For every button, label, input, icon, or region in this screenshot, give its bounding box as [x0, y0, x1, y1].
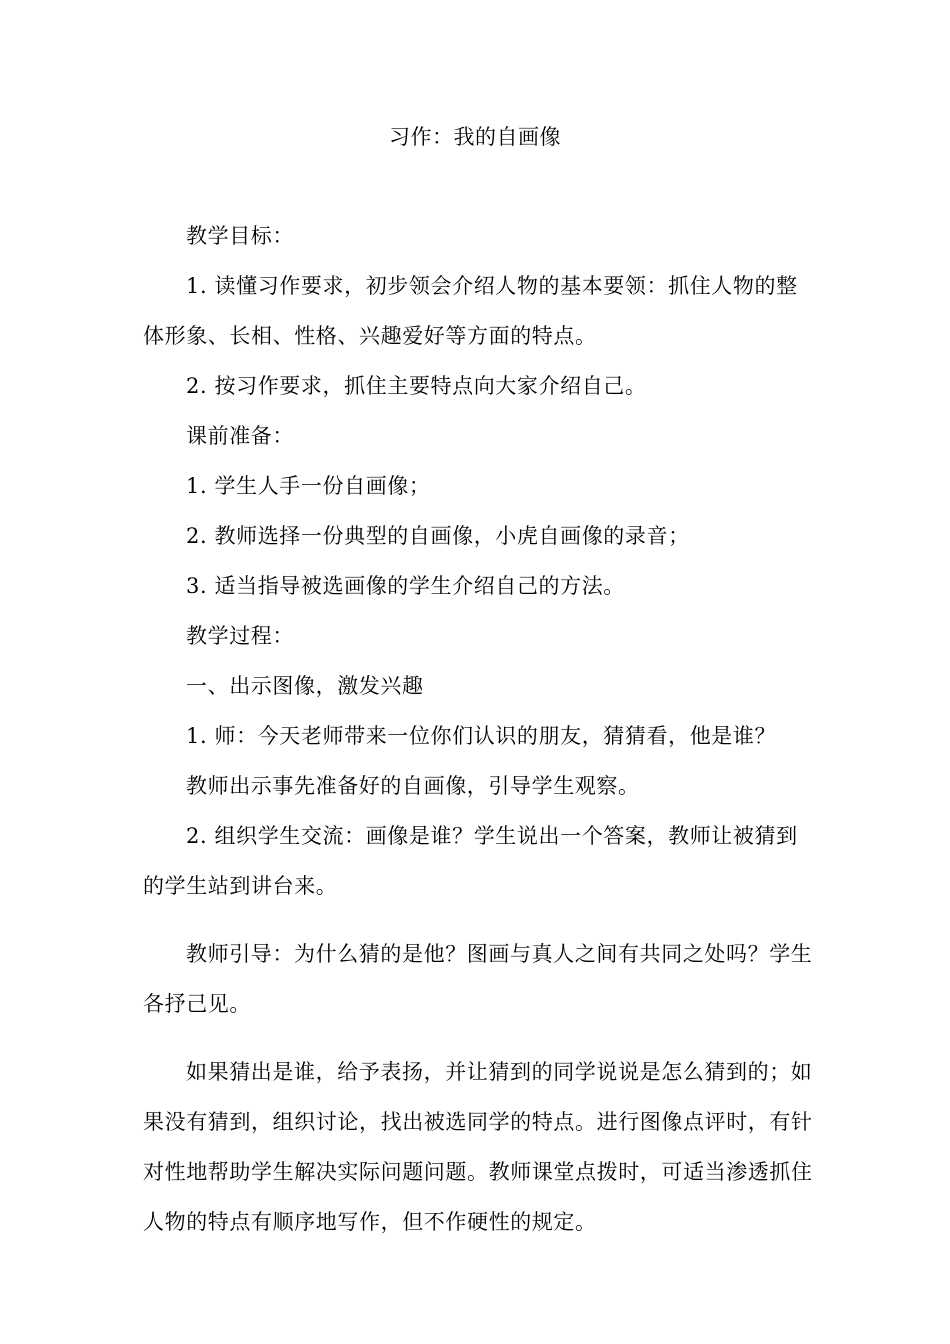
- process-paragraph: 2. 组织学生交流：画像是谁？学生说出一个答案，教师让被猜到的学生站到讲台来。: [143, 824, 798, 898]
- section-heading-preparation: 课前准备：: [186, 424, 294, 448]
- preparation-item-1: 1. 学生人手一份自画像；: [186, 474, 431, 498]
- objective-item-1: 1. 读懂习作要求，初步领会介绍人物的基本要领：抓住人物的整体形象、长相、性格、兴趣爱好等方面的特点。: [143, 274, 798, 348]
- document-body: [143, 211, 813, 1247]
- preparation-item-2: 2. 教师选择一份典型的自画像，小虎自画像的录音；: [186, 524, 690, 548]
- objective-item-2: 2. 按习作要求，抓住主要特点向大家介绍自己。: [186, 374, 647, 398]
- process-step-heading-1: 一、出示图像，激发兴趣: [186, 674, 424, 698]
- document-title: 习作：我的自画像: [389, 125, 561, 149]
- process-paragraph: 教师出示事先准备好的自画像，引导学生观察。: [186, 774, 640, 798]
- section-heading-objectives: 教学目标：: [186, 224, 294, 248]
- process-paragraph: 1. 师：今天老师带来一位你们认识的朋友，猜猜看，他是谁？: [186, 724, 777, 748]
- process-paragraph: 教师引导：为什么猜的是他？图画与真人之间有共同之处吗？学生各抒己见。: [143, 942, 813, 1016]
- preparation-item-3: 3. 适当指导被选画像的学生介绍自己的方法。: [186, 574, 625, 598]
- process-paragraph: 如果猜出是谁，给予表扬，并让猜到的同学说说是怎么猜到的；如果没有猜到，组织讨论，找出被选同学的特点。进行图像点评时，有针对性地帮助学生解决实际问题问题。教师课堂点拨时，可适当渗透抓住人物的特点有顺序地写作，但不作硬性的规定。: [143, 1060, 813, 1234]
- section-heading-process: 教学过程：: [186, 624, 294, 648]
